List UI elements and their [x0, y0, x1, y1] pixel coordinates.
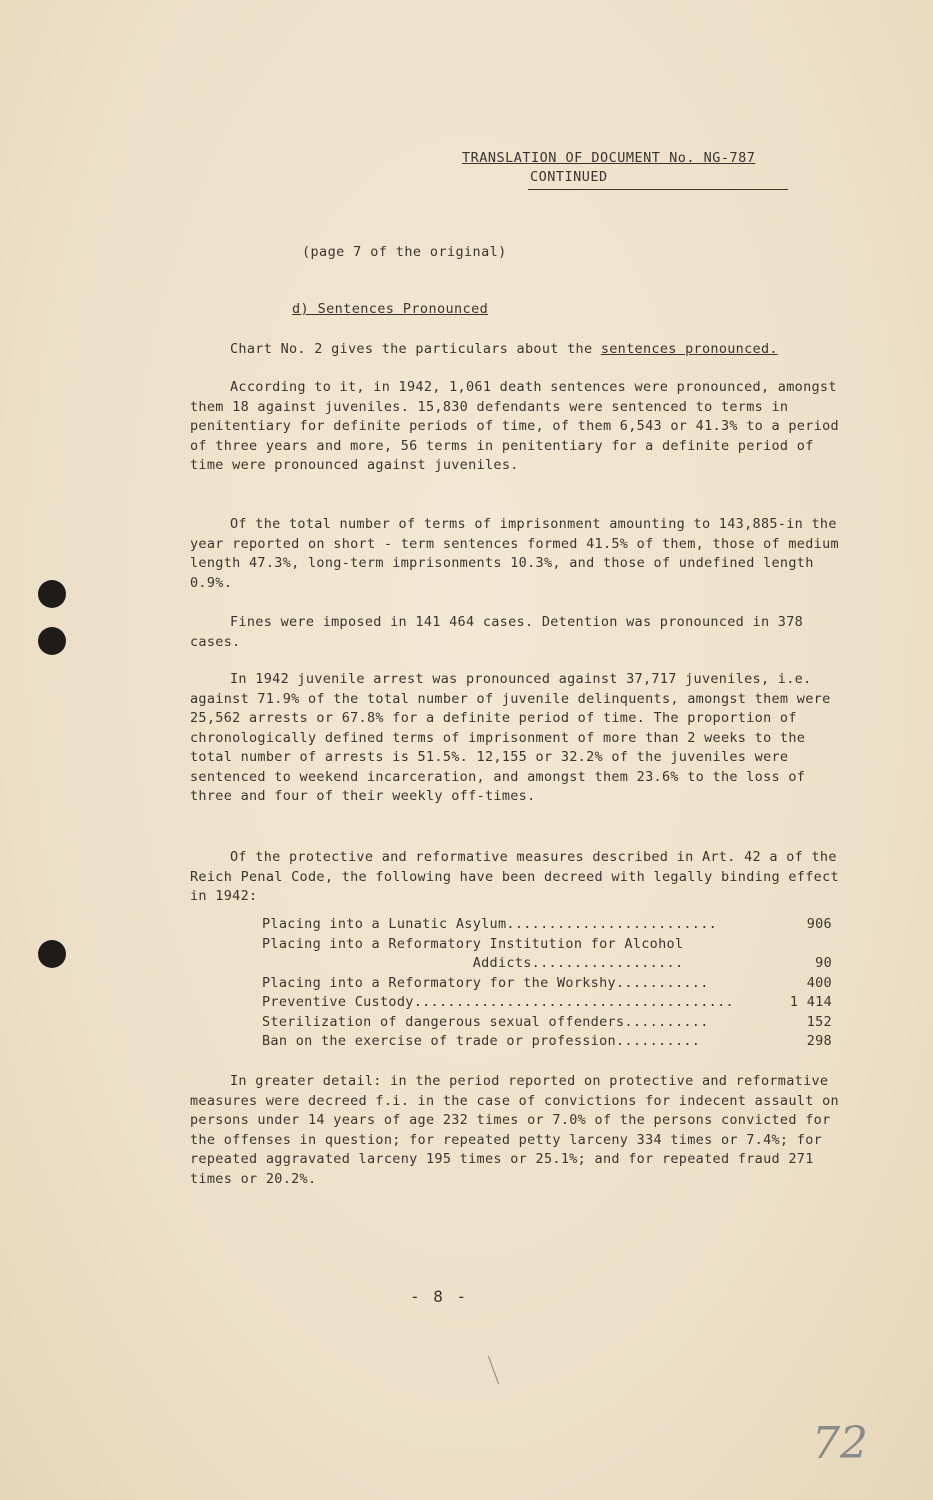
page-reference: (page 7 of the original)	[302, 244, 507, 260]
underlined-phrase: sentences pronounced.	[600, 341, 778, 357]
list-item: Placing into a Reformatory for the Workshy........... 400	[262, 974, 832, 991]
list-item: Preventive Custody...................................... 1 414	[262, 994, 832, 1010]
list-item: Ban on the exercise of trade or profession.......... 298	[262, 1033, 832, 1049]
measures-list	[262, 915, 832, 1052]
handwritten-number: 72	[812, 1418, 868, 1469]
paragraph-imprisonment	[190, 515, 850, 593]
punch-hole	[38, 580, 66, 608]
header-subtitle: CONTINUED	[530, 169, 608, 185]
paragraph-text: According to it, in 1942, 1,061 death sentences were pronounced, amongst them 18 against juveniles. 15,830 defendants were sentenced to terms in penitentiary for definite periods of time, of them 6,543 or 41.3% to a period of three years and more, 56 terms in penitentiary for a definite period of time were pronounced against juveniles.	[190, 379, 839, 473]
punch-hole	[38, 940, 66, 968]
paragraph-text: Of the protective and reformative measures described in Art. 42 a of the Reich Penal Code, the following have been decreed with legally binding effect in 1942:	[190, 849, 839, 904]
page-number: - 8 -	[410, 1287, 469, 1306]
paragraph-text: In greater detail: in the period reported on protective and reformative measures were decreed f.i. in the case of convictions for indecent assault on persons under 14 years of age 232 times or 7.0% of the persons convicted for the offenses in question; for repeated petty larceny 334 times or 7.4%; for repeated aggravated larceny 195 times or 25.1%; and for repeated fraud 271 times or 20.2%.	[190, 1073, 839, 1187]
paragraph-text: Of the total number of terms of imprisonment amounting to 143,885-in the year reported on short - term sentences formed 41.5% of them, those of medium length 47.3%, long-term imprisonments 10.3%, and those of undefined length 0.9%.	[190, 516, 839, 591]
paragraph-detail	[190, 1072, 850, 1189]
list-item: Placing into a Lunatic Asylum......................... 906	[262, 916, 832, 932]
list-item: Sterilization of dangerous sexual offenders.......... 152	[262, 1013, 832, 1030]
paragraph-measures-intro	[190, 848, 850, 907]
paragraph-juvenile-arrest	[190, 670, 850, 807]
paragraph-death-sentences	[190, 378, 850, 476]
paragraph-text: Fines were imposed in 141 464 cases. Detention was pronounced in 378 cases.	[190, 614, 804, 650]
paragraph-text: Chart No. 2 gives the particulars about the	[230, 341, 601, 357]
punch-hole	[38, 627, 66, 655]
paragraph-chart	[190, 340, 850, 360]
list-item: Addicts.................. 90	[262, 955, 832, 971]
document-header	[462, 150, 792, 190]
pencil-mark	[488, 1356, 499, 1385]
paragraph-fines	[190, 613, 850, 652]
header-rule	[528, 189, 788, 190]
section-heading: d) Sentences Pronounced	[292, 301, 489, 317]
header-title: TRANSLATION OF DOCUMENT No. NG-787	[462, 150, 756, 166]
list-item: Placing into a Reformatory Institution for Alcohol	[262, 935, 684, 952]
paragraph-text: In 1942 juvenile arrest was pronounced against 37,717 juveniles, i.e. against 71.9% of the total number of juvenile delinquents, amongst them were 25,562 arrests or 67.8% for a definite period of time. The proportion of chronologically defined terms of imprisonment of more than 2 weeks to the total number of arrests is 51.5%. 12,155 or 32.2% of the juveniles were sentenced to weekend incarceration, and amongst them 23.6% to the loss of three and four of their weekly off-times.	[190, 671, 831, 804]
